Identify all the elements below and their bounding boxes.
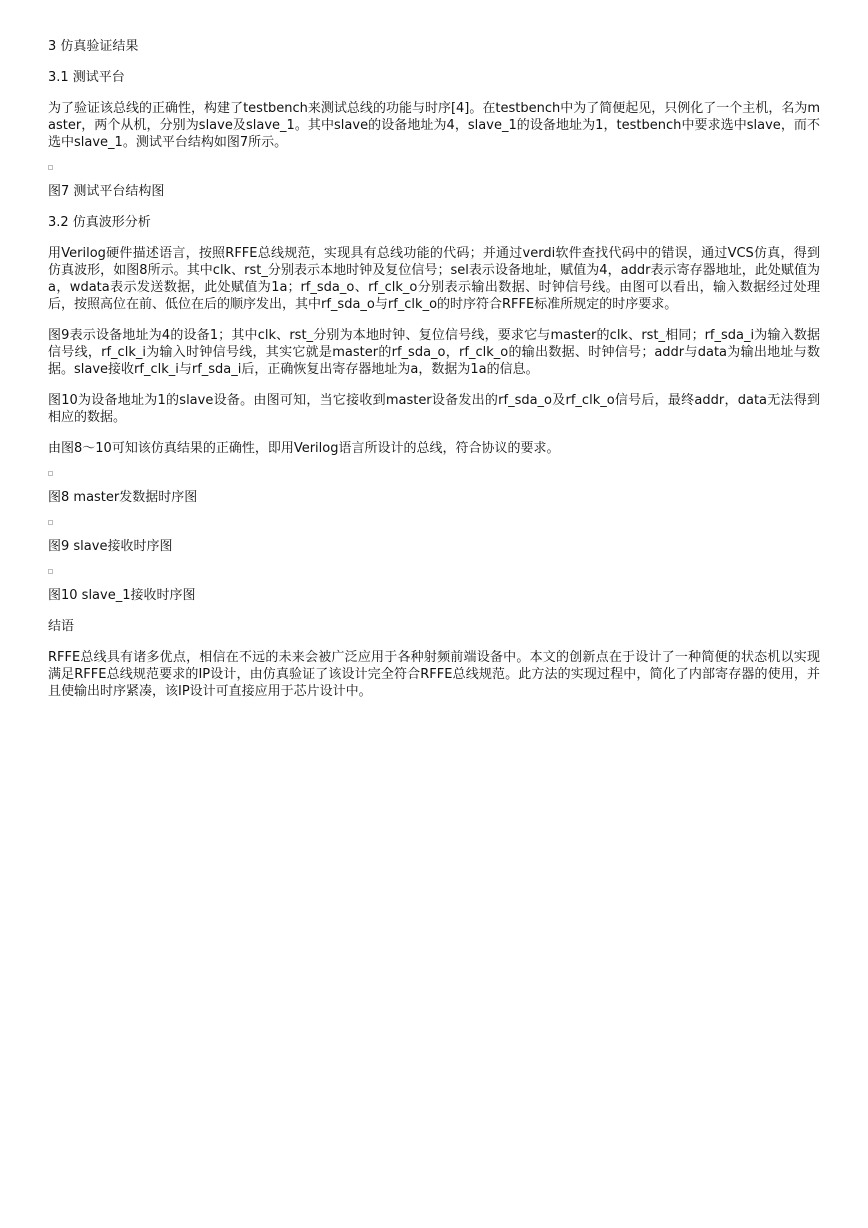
figure-7-caption: 图7 测试平台结构图 (48, 184, 165, 199)
section-3-2-paragraph-4: 由图8～10可知该仿真结果的正确性，即用Verilog语言所设计的总线，符合协议的要求。 (48, 441, 560, 456)
section-3-2-title: 3.2 仿真波形分析 (48, 215, 151, 230)
section-3-2-paragraph-1: 用Verilog硬件描述语言，按照RFFE总线规范，实现具有总线功能的代码；并通过verdi软件查找代码中的错误，通过VCS仿真，得到仿真波形，如图8所示。其中clk、rst_分别表示本地时钟及复位信号；sel表示设备地址，赋值为4，addr表示寄存器地址，此处赋值为a，wdata表示发送数据，此处赋值为1a；rf_sda_o、rf_clk_o分别表示输出数据、时钟信号线。由图可以看出，输入数据经过处理后，按照高位在前、低位在后的顺序发出，其中rf_sda_o与rf_clk_o的时序符合RFFE标准所规定的时序要求。 (48, 246, 820, 312)
figure-9-caption: 图9 slave接收时序图 (48, 539, 173, 554)
section-3-1-paragraph: 为了验证该总线的正确性，构建了testbench来测试总线的功能与时序[4]。在testbench中为了简便起见，只例化了一个主机，名为master，两个从机，分别为slave及slave_1。其中slave的设备地址为4，slave_1的设备地址为1，testbench中要求选中slave，而不选中slave_1。测试平台结构如图7所示。 (48, 101, 820, 150)
figure-10-caption: 图10 slave_1接收时序图 (48, 588, 196, 603)
section-3-2-paragraph-2: 图9表示设备地址为4的设备1；其中clk、rst_分别为本地时钟、复位信号线，要求它与master的clk、rst_相同；rf_sda_i为输入数据信号线，rf_clk_i为输入时钟信号线，其实它就是master的rf_sda_o，rf_clk_o的输出数据、时钟信号；addr与data为输出地址与数据。slave接收rf_clk_i与rf_sda_i后，正确恢复出寄存器地址为a，数据为1a的信息。 (48, 328, 820, 377)
figure-7-image-icon (48, 165, 53, 170)
section-3-1-title: 3.1 测试平台 (48, 70, 125, 85)
document-page (48, 38, 820, 714)
section-3-2-paragraph-3: 图10为设备地址为1的slave设备。由图可知，当它接收到master设备发出的rf_sda_o及rf_clk_o信号后，最终addr，data无法得到相应的数据。 (48, 393, 820, 425)
conclusion-title: 结语 (48, 619, 75, 634)
figure-10-image-icon (48, 569, 53, 574)
figure-8-image-icon (48, 471, 53, 476)
conclusion-paragraph: RFFE总线具有诸多优点，相信在不远的未来会被广泛应用于各种射频前端设备中。本文的创新点在于设计了一种简便的状态机以实现满足RFFE总线规范要求的IP设计，由仿真验证了该设计完全符合RFFE总线规范。此方法的实现过程中，简化了内部寄存器的使用，并且使输出时序紧凑，该IP设计可直接应用于芯片设计中。 (48, 650, 820, 699)
figure-8-caption: 图8 master发数据时序图 (48, 490, 198, 505)
figure-9-image-icon (48, 520, 53, 525)
section-3-title: 3 仿真验证结果 (48, 39, 139, 54)
